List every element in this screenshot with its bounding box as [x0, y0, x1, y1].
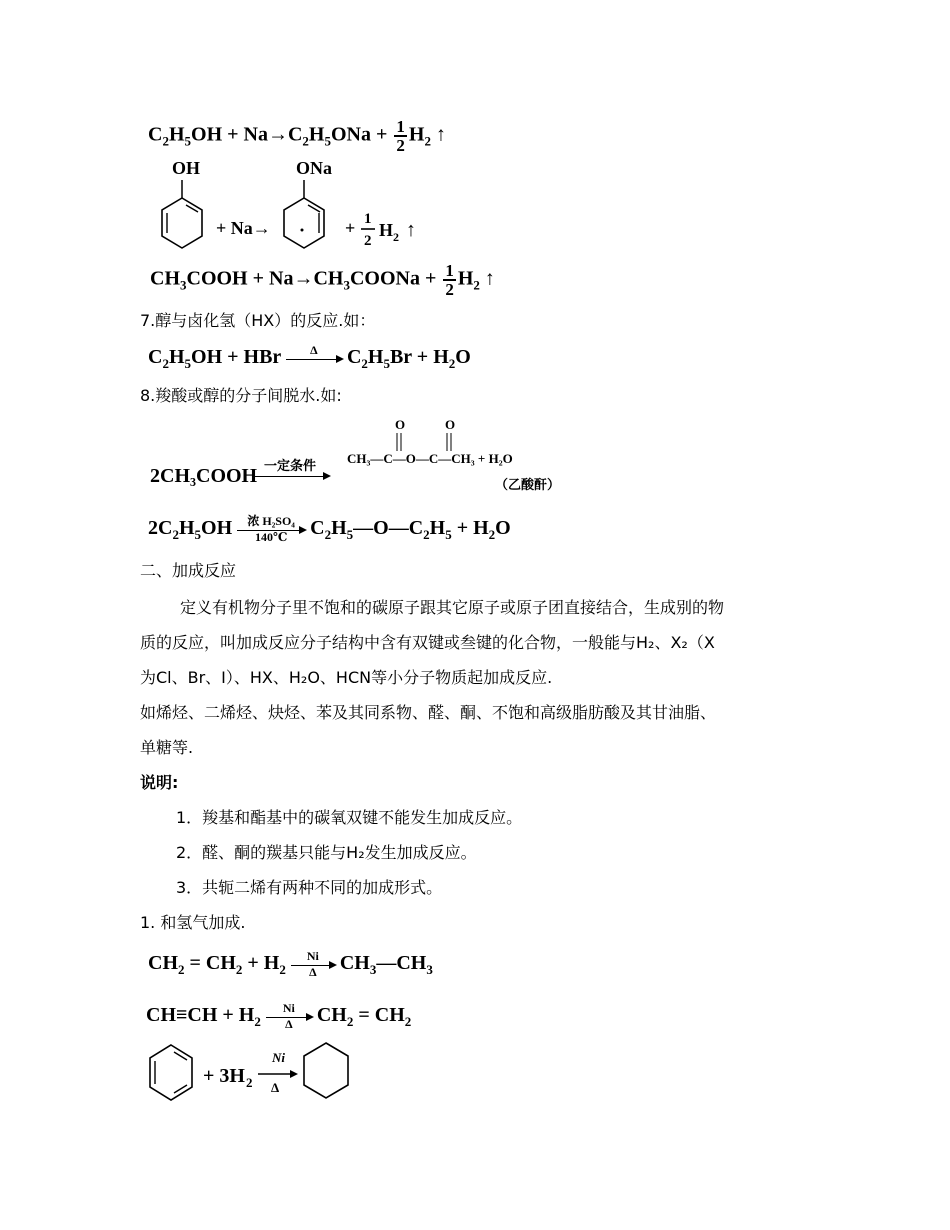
arrow-condition: 一定条件 — [252, 455, 328, 477]
equation-acetylene-hydrogenation: $CH\equiv CH + H_2$ $\frac{Ni}{\Delta}$ $CH_2 = CH_2$ — [146, 1001, 412, 1031]
equation-benzene-hydrogenation — [140, 1040, 370, 1110]
benzene-ring — [150, 1045, 192, 1100]
svg-text:O: O — [395, 417, 406, 432]
anhydride-name: （乙酸酐） — [495, 477, 561, 492]
equation-phenol-sodium — [140, 150, 460, 275]
equation-ether: $2C_2H_5OH$ 浓 H₂SO₄ 140℃ $C_2H_5—O—C_2H_5 + H_2O$ — [148, 514, 511, 544]
definition-line-2: 质的反应，叫加成反应分子结构中含有双键或叁键的化合物，一般能与H₂、X₂（X — [140, 633, 715, 652]
svg-text:Δ: Δ — [271, 1080, 280, 1095]
note-title: 说明: — [140, 773, 179, 792]
svg-text:H: H — [379, 220, 394, 240]
svg-text:CH₃—C—O—C—CH₃ + H₂O: CH₃—C—O—C—CH₃ + H₂O — [347, 451, 513, 466]
svg-text:1: 1 — [364, 211, 372, 227]
definition-line-3: 为Cl、Br、I）、HX、H₂O、HCN等小分子物质起加成反应. — [140, 668, 553, 687]
phenol-oh-label: OH — [172, 158, 201, 178]
plus-sodium: + Na→ — [216, 218, 271, 238]
svg-text:2: 2 — [393, 230, 399, 244]
note-1: 1．羧基和酯基中的碳氧双键不能发生加成反应。 — [176, 808, 523, 827]
cyclohexane-ring — [304, 1043, 348, 1098]
svg-text:Ni: Ni — [272, 1050, 285, 1065]
svg-text:+: + — [345, 218, 356, 238]
fraction-half: $\frac{1}{2}$ — [396, 117, 405, 155]
definition-line-1: 定义有机物分子里不饱和的碳原子跟其它原子或原子团直接结合，生成别的物 — [180, 598, 725, 617]
svg-text:↑: ↑ — [406, 219, 416, 241]
equation-anhydride-left: 2CH₃COOH — [150, 465, 258, 487]
phenoxide-ring — [284, 198, 324, 248]
svg-text:+ 3H: + 3H — [203, 1065, 245, 1087]
examples-line-1: 如烯烃、二烯烃、炔烃、苯及其同系物、醛、酮、不饱和高级脂肪酸及其甘油脂、 — [140, 703, 717, 722]
note-2: 2．醛、酮的羰基只能与H₂发生加成反应。 — [176, 843, 477, 862]
phenoxide-ona-label: ONa — [296, 158, 332, 178]
anhydride-structure — [345, 415, 565, 495]
svg-text:2: 2 — [246, 1075, 253, 1090]
section-title-addition: 二、加成反应 — [140, 561, 237, 580]
phenol-ring — [162, 198, 202, 248]
subsection-hydrogen: 1. 和氢气加成. — [140, 913, 246, 932]
svg-text:O: O — [445, 417, 456, 432]
note-3: 3．共轭二烯有两种不同的加成形式。 — [176, 878, 443, 897]
item7-text: 7.醇与卤化氢（HX）的反应.如： — [140, 311, 376, 330]
equation-ethanol-hbr: $C_2H_5OH$ + HBr Δ $C_2H_5Br + H_2O$ — [148, 343, 471, 372]
equation-acetic-sodium: $CH_3COOH$ + $Na\to CH_3COONa$ + $\frac{1}{2}$ $H_2$ ↑ — [150, 261, 495, 299]
equation-ethylene-hydrogenation: $CH_2 = CH_2 + H_2$ $\frac{Ni}{\Delta}$ $CH_3—CH_3$ — [148, 949, 433, 979]
item8-text: 8.羧酸或醇的分子间脱水.如: — [140, 386, 342, 405]
svg-text:2: 2 — [364, 233, 372, 249]
equation-ethanol-sodium: $C_2H_5OH + Na\to C_2H_5ONa$ + $\frac{1}{2}$ $H_2$ ↑ — [148, 117, 446, 155]
examples-line-2: 单糖等. — [140, 738, 194, 757]
